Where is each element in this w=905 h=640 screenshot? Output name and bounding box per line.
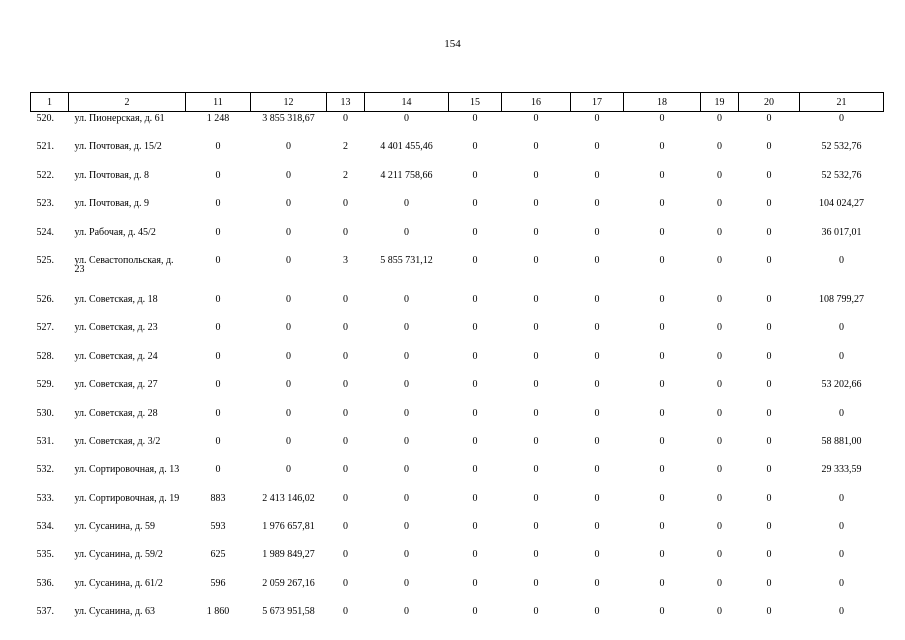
table-cell: 0 [717,322,722,334]
table-cell: 0 [659,606,665,618]
row-number-cell: 522. [36,169,54,181]
table-cell: 0 [533,254,539,266]
table-cell: 53 202,66 [821,379,862,391]
table-cell: 0 [472,492,478,504]
row-number-cell: 529. [36,379,54,391]
table-cell: 0 [659,492,665,504]
table-cell: 0 [215,464,221,476]
table-row [31,197,884,225]
table-cell: 0 [766,549,772,561]
table-cell: 0 [839,549,844,561]
table-cell: 52 532,76 [821,141,862,153]
address-cell: ул. Советская, д. 27 [74,379,158,391]
table-cell: 0 [594,606,600,618]
table-cell: 1 248 [206,113,230,124]
table-cell: 0 [594,350,600,362]
table-cell: 0 [659,322,665,334]
table-cell: 0 [594,407,600,419]
address-cell: ул. Севастопольская, д. 23 [74,254,174,275]
row-number-cell: 521. [36,141,54,153]
column-header-15: 15 [449,93,502,112]
table-row [31,435,884,463]
table-row [31,169,884,197]
table-cell: 0 [717,169,722,181]
address-cell: ул. Почтовая, д. 9 [74,198,149,210]
table-cell: 0 [839,577,844,589]
table-cell: 0 [533,322,539,334]
address-cell: ул. Сортировочная, д. 19 [74,492,180,504]
table-cell: 0 [472,379,478,391]
table-cell: 0 [594,293,600,305]
table-cell: 0 [594,549,600,561]
table-cell: 0 [286,350,291,362]
table-cell: 0 [659,113,665,124]
table-cell: 0 [343,113,348,124]
table-cell: 0 [215,141,221,153]
table-cell: 0 [286,254,291,266]
row-number-cell: 528. [36,350,54,362]
table-cell: 0 [404,435,409,447]
row-number-cell: 530. [36,407,54,419]
table-cell: 0 [766,322,772,334]
table-cell: 0 [839,322,844,334]
column-header-11: 11 [186,93,251,112]
table-cell: 0 [533,226,539,238]
table-cell: 0 [404,293,409,305]
table-cell: 0 [343,322,348,334]
table-cell: 0 [766,226,772,238]
table-cell: 0 [659,141,665,153]
table-cell: 0 [766,379,772,391]
table-cell: 0 [286,226,291,238]
table-cell: 0 [472,606,478,618]
column-header-1: 1 [31,93,69,112]
table-cell: 0 [343,435,348,447]
column-header-20: 20 [739,93,800,112]
address-cell: ул. Сортировочная, д. 13 [74,464,180,476]
column-header-13: 13 [327,93,365,112]
table-cell: 0 [343,198,348,210]
row-number-cell: 520. [36,113,54,124]
table-cell: 0 [472,322,478,334]
table-cell: 0 [343,492,348,504]
table-cell: 0 [533,198,539,210]
address-cell: ул. Советская, д. 24 [74,350,158,362]
table-cell: 0 [717,198,722,210]
table-cell: 0 [533,577,539,589]
table-cell: 0 [766,577,772,589]
row-number-cell: 537. [36,606,54,618]
table-cell: 0 [659,254,665,266]
table-cell: 0 [717,492,722,504]
table-cell: 0 [215,254,221,266]
table-cell: 0 [472,521,478,533]
table-cell: 0 [594,577,600,589]
table-cell: 0 [533,407,539,419]
table-cell: 0 [215,407,221,419]
table-cell: 0 [766,435,772,447]
table-cell: 0 [472,577,478,589]
table-row [31,140,884,168]
table-cell: 0 [286,322,291,334]
table-cell: 3 [343,254,348,266]
table-cell: 0 [659,577,665,589]
table-cell: 0 [659,198,665,210]
table-cell: 0 [659,169,665,181]
table-cell: 0 [286,198,291,210]
table-cell: 104 024,27 [819,198,864,210]
table-cell: 0 [472,350,478,362]
table-cell: 0 [404,379,409,391]
address-cell: ул. Рабочая, д. 45/2 [74,226,156,238]
table-cell: 0 [766,350,772,362]
table-cell: 0 [215,379,221,391]
table-cell: 0 [766,169,772,181]
table-cell: 0 [594,113,600,124]
table-cell: 0 [472,254,478,266]
column-header-16: 16 [502,93,571,112]
table-cell: 0 [215,226,221,238]
table-cell: 0 [472,198,478,210]
row-number-cell: 535. [36,549,54,561]
address-cell: ул. Сусанина, д. 63 [74,606,156,618]
table-cell: 0 [766,521,772,533]
address-cell: ул. Советская, д. 18 [74,293,158,305]
table-cell: 0 [343,521,348,533]
table-cell: 0 [404,407,409,419]
table-cell: 0 [717,113,722,124]
table-cell: 0 [533,521,539,533]
table-cell: 0 [343,407,348,419]
table-cell: 0 [343,379,348,391]
table-row [31,254,884,293]
table-cell: 0 [594,141,600,153]
table-cell: 0 [766,293,772,305]
table-cell: 0 [215,293,221,305]
table-cell: 4 401 455,46 [380,141,433,153]
table-cell: 0 [594,492,600,504]
table-cell: 0 [286,464,291,476]
table-cell: 1 976 657,81 [262,521,315,533]
table-cell: 0 [533,293,539,305]
address-cell: ул. Пионерская, д. 61 [74,113,165,124]
address-cell: ул. Сусанина, д. 59 [74,521,156,533]
column-header-18: 18 [624,93,701,112]
table-cell: 596 [210,577,226,589]
table-cell: 0 [286,435,291,447]
table-cell: 0 [533,464,539,476]
table-cell: 0 [343,549,348,561]
table-cell: 0 [839,492,844,504]
table-cell: 0 [472,169,478,181]
table-cell: 0 [594,379,600,391]
table-cell: 0 [839,407,844,419]
table-cell: 0 [717,464,722,476]
table-cell: 29 333,59 [821,464,862,476]
table-cell: 0 [404,464,409,476]
address-cell: ул. Советская, д. 23 [74,322,158,334]
table-cell: 0 [533,435,539,447]
table-cell: 0 [717,293,722,305]
table-cell: 0 [766,407,772,419]
table-cell: 0 [215,435,221,447]
table-cell: 52 532,76 [821,169,862,181]
table-cell: 36 017,01 [821,226,862,238]
row-number-cell: 527. [36,322,54,334]
table-cell: 0 [533,350,539,362]
table-cell: 0 [839,350,844,362]
table-cell: 0 [343,226,348,238]
table-cell: 0 [215,322,221,334]
table-cell: 0 [659,435,665,447]
row-number-cell: 525. [36,254,54,266]
table-cell: 0 [659,350,665,362]
table-cell: 0 [404,606,409,618]
column-header-14: 14 [365,93,449,112]
table-cell: 0 [343,293,348,305]
table-cell: 0 [594,254,600,266]
column-header-2: 2 [69,93,186,112]
table-cell: 0 [404,198,409,210]
table-cell: 0 [286,293,291,305]
row-number-cell: 523. [36,198,54,210]
table-cell: 0 [659,549,665,561]
table-cell: 0 [404,226,409,238]
table-cell: 0 [533,379,539,391]
table-cell: 0 [472,464,478,476]
table-row [31,605,884,633]
table-cell: 0 [404,322,409,334]
table-cell: 0 [594,521,600,533]
table-cell: 0 [594,226,600,238]
table-row [31,463,884,491]
address-cell: ул. Советская, д. 28 [74,407,158,419]
table-row [31,407,884,435]
table-row [31,112,884,141]
table-cell: 0 [404,577,409,589]
table-cell: 0 [533,492,539,504]
address-cell: ул. Сусанина, д. 61/2 [74,577,163,589]
table-cell: 2 [343,169,348,181]
column-header-19: 19 [701,93,739,112]
table-cell: 1 989 849,27 [262,549,315,561]
table-cell: 0 [717,577,722,589]
address-cell: ул. Почтовая, д. 15/2 [74,141,162,153]
table-cell: 0 [215,350,221,362]
table-cell: 0 [286,407,291,419]
table-cell: 0 [343,350,348,362]
address-cell: ул. Сусанина, д. 59/2 [74,549,163,561]
table-cell: 0 [717,254,722,266]
row-number-cell: 536. [36,577,54,589]
table-cell: 593 [210,521,226,533]
table-cell: 0 [766,464,772,476]
table-cell: 0 [659,226,665,238]
table-row [31,548,884,576]
table-cell: 0 [533,141,539,153]
table-row [31,321,884,349]
table-cell: 0 [533,549,539,561]
row-number-cell: 534. [36,521,54,533]
table-row [31,577,884,605]
table-cell: 0 [594,198,600,210]
table-cell: 625 [210,549,226,561]
column-header-17: 17 [571,93,624,112]
data-table [30,92,884,634]
table-cell: 0 [594,435,600,447]
table-cell: 0 [766,492,772,504]
table-cell: 0 [717,379,722,391]
table-cell: 0 [717,350,722,362]
table-cell: 0 [659,521,665,533]
table-cell: 0 [404,113,409,124]
table-cell: 0 [766,141,772,153]
table-body [31,112,884,634]
table-cell: 0 [533,169,539,181]
table-cell: 2 [343,141,348,153]
table-cell: 0 [717,521,722,533]
table-cell: 0 [472,407,478,419]
row-number-cell: 526. [36,293,54,305]
table-cell: 0 [472,549,478,561]
table-row [31,492,884,520]
table-cell: 0 [766,113,772,124]
table-cell: 0 [472,141,478,153]
table-cell: 0 [343,606,348,618]
table-cell: 0 [404,521,409,533]
row-number-cell: 532. [36,464,54,476]
table-cell: 0 [286,379,291,391]
table-cell: 58 881,00 [821,435,862,447]
table-cell: 0 [594,464,600,476]
table-cell: 0 [766,254,772,266]
table-cell: 883 [210,492,226,504]
table-cell: 5 673 951,58 [262,606,315,618]
row-number-cell: 533. [36,492,54,504]
table-cell: 0 [215,169,221,181]
table-cell: 0 [472,226,478,238]
address-cell: ул. Советская, д. 3/2 [74,435,161,447]
table-cell: 2 059 267,16 [262,577,315,589]
table-cell: 0 [533,606,539,618]
table-cell: 0 [717,141,722,153]
table-cell: 0 [215,198,221,210]
table-cell: 0 [343,464,348,476]
table-row [31,226,884,254]
table-cell: 0 [533,113,539,124]
table-cell: 0 [717,226,722,238]
table-cell: 0 [594,169,600,181]
table-cell: 0 [839,254,844,266]
table-cell: 0 [766,198,772,210]
header-row [31,93,884,112]
table-cell: 108 799,27 [819,293,864,305]
table-row [31,293,884,321]
table-cell: 0 [286,141,291,153]
table-cell: 0 [286,169,291,181]
table-cell: 0 [472,293,478,305]
table-cell: 4 211 758,66 [380,169,433,181]
table-cell: 0 [472,435,478,447]
table-cell: 5 855 731,12 [380,254,433,266]
table-cell: 0 [404,549,409,561]
table-cell: 0 [717,407,722,419]
table-row [31,378,884,406]
page-number: 154 [444,38,461,50]
table-cell: 2 413 146,02 [262,492,315,504]
table-cell: 0 [717,435,722,447]
table-cell: 0 [659,379,665,391]
table-cell: 0 [659,407,665,419]
table-cell: 0 [717,549,722,561]
table-cell: 1 860 [206,606,230,618]
table-cell: 0 [839,606,844,618]
address-cell: ул. Почтовая, д. 8 [74,169,149,181]
table-cell: 0 [839,521,844,533]
row-number-cell: 531. [36,435,54,447]
table-cell: 0 [717,606,722,618]
table-cell: 0 [404,350,409,362]
table-row [31,520,884,548]
table-cell: 0 [766,606,772,618]
table-cell: 0 [659,464,665,476]
table-cell: 0 [343,577,348,589]
table-cell: 0 [659,293,665,305]
row-number-cell: 524. [36,226,54,238]
table-cell: 0 [472,113,478,124]
table-row [31,350,884,378]
table-cell: 0 [594,322,600,334]
table-cell: 0 [839,113,844,124]
table-cell: 0 [404,492,409,504]
column-header-12: 12 [251,93,327,112]
table-cell: 3 855 318,67 [262,113,315,124]
column-header-21: 21 [800,93,884,112]
